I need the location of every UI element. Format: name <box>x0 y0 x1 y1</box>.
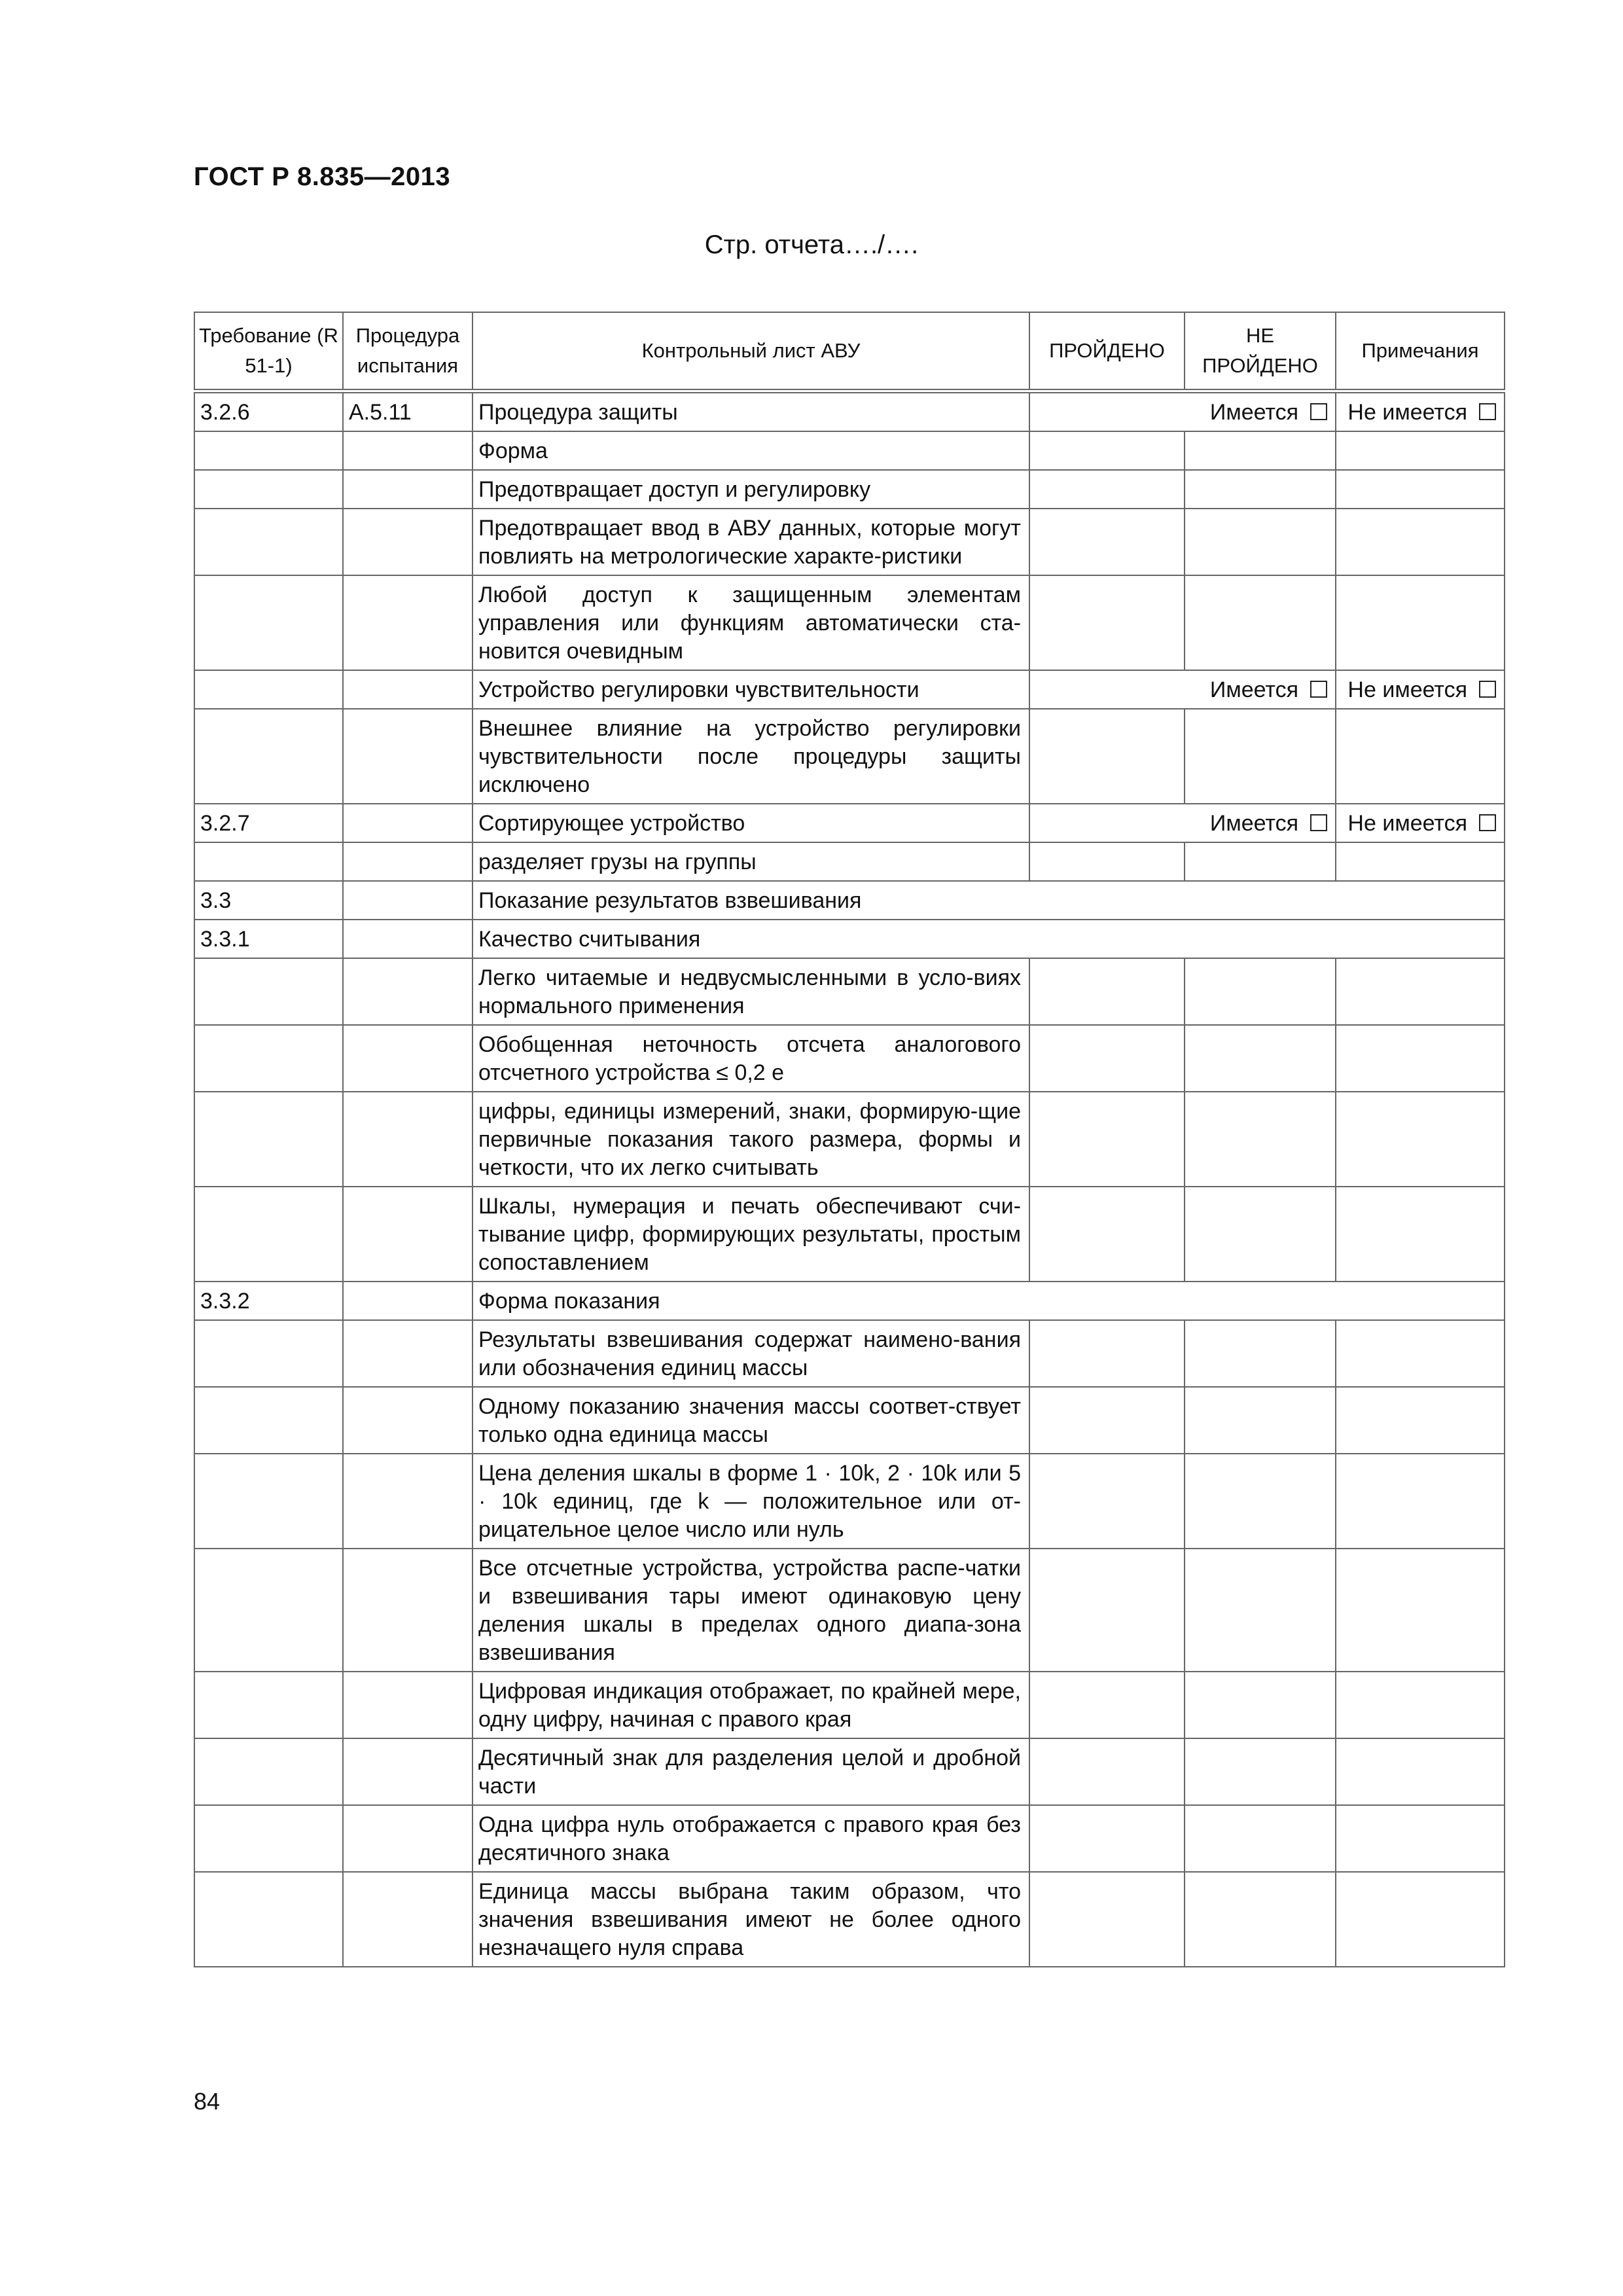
notes-cell[interactable] <box>1336 1025 1505 1092</box>
absent-label: Не имеется <box>1347 677 1467 702</box>
absent-label: Не имеется <box>1347 811 1467 836</box>
present-checkbox[interactable] <box>1310 403 1327 420</box>
requirement-cell: 3.3 <box>194 881 343 920</box>
checklist-item: Цена деления шкалы в форме 1 · 10k, 2 · 10k или 5 · 10k единиц, где k — положительное или от-рицательное целое число или нуль <box>473 1454 1029 1549</box>
col-requirement: Требование (R 51-1) <box>194 312 343 391</box>
notes-cell[interactable] <box>1336 1092 1505 1187</box>
table-row <box>194 1805 1505 1872</box>
passed-cell[interactable] <box>1029 709 1185 804</box>
notes-cell[interactable] <box>1336 431 1505 470</box>
col-failed: НЕ ПРОЙДЕНО <box>1185 312 1336 391</box>
table-row <box>194 470 1505 509</box>
procedure-cell: А.5.11 <box>343 391 473 432</box>
table-row <box>194 1387 1505 1454</box>
checklist-item: Легко читаемые и недвусмысленными в усло-виях нормального применения <box>473 958 1029 1025</box>
table-row <box>194 1025 1505 1092</box>
table-row <box>194 509 1505 575</box>
notes-cell[interactable] <box>1336 575 1505 670</box>
failed-cell[interactable] <box>1185 509 1336 575</box>
table-row <box>194 1872 1505 1967</box>
failed-cell[interactable] <box>1185 1738 1336 1805</box>
checklist-item: Сортирующее устройство <box>473 804 1029 842</box>
failed-cell[interactable] <box>1185 431 1336 470</box>
failed-cell[interactable] <box>1185 1025 1336 1092</box>
failed-cell[interactable] <box>1185 1187 1336 1282</box>
notes-cell[interactable] <box>1336 1187 1505 1282</box>
notes-cell[interactable] <box>1336 1872 1505 1967</box>
checklist-item: Предотвращает ввод в АВУ данных, которые могут повлиять на метрологические характе-ристики <box>473 509 1029 575</box>
col-notes: Примечания <box>1336 312 1505 391</box>
passed-cell[interactable] <box>1029 1025 1185 1092</box>
section-heading: Показание результатов взвешивания <box>473 881 1505 920</box>
passed-cell[interactable] <box>1029 1805 1185 1872</box>
checklist-item: Шкалы, нумерация и печать обеспечивают счи-тывание цифр, формирующих результаты, простым сопоставлением <box>473 1187 1029 1282</box>
notes-cell[interactable] <box>1336 1549 1505 1672</box>
table-row <box>194 920 1505 958</box>
table-row <box>194 1092 1505 1187</box>
present-option[interactable] <box>1029 670 1336 709</box>
failed-cell[interactable] <box>1185 1805 1336 1872</box>
table-header-row <box>194 312 1505 391</box>
passed-cell[interactable] <box>1029 1387 1185 1454</box>
table-row <box>194 1549 1505 1672</box>
notes-cell[interactable] <box>1336 1805 1505 1872</box>
notes-cell[interactable] <box>1336 1387 1505 1454</box>
checklist-item: Цифровая индикация отображает, по крайней мере, одну цифру, начиная с правого края <box>473 1672 1029 1738</box>
failed-cell[interactable] <box>1185 1549 1336 1672</box>
present-option[interactable] <box>1029 391 1336 432</box>
passed-cell[interactable] <box>1029 1672 1185 1738</box>
table-row <box>194 1320 1505 1387</box>
passed-cell[interactable] <box>1029 470 1185 509</box>
section-heading: Качество считывания <box>473 920 1505 958</box>
page-number: 84 <box>194 2088 221 2115</box>
present-label: Имеется <box>1209 400 1298 425</box>
checklist-item: Единица массы выбрана таким образом, что значения взвешивания имеют не более одного незначащего нуля справа <box>473 1872 1029 1967</box>
notes-cell[interactable] <box>1336 509 1505 575</box>
checklist-item: Обобщенная неточность отсчета аналогового отсчетного устройства ≤ 0,2 e <box>473 1025 1029 1092</box>
notes-cell[interactable] <box>1336 1672 1505 1738</box>
checklist-item: Все отсчетные устройства, устройства распе-чатки и взвешивания тары имеют одинаковую цену деления шкалы в пределах одного диапа-зона взвешивания <box>473 1549 1029 1672</box>
checklist-item: разделяет грузы на группы <box>473 842 1029 881</box>
checklist-item: Любой доступ к защищенным элементам управления или функциям автоматически ста-новится очевидным <box>473 575 1029 670</box>
table-row <box>194 842 1505 881</box>
failed-cell[interactable] <box>1185 842 1336 881</box>
checklist-item: цифры, единицы измерений, знаки, формирую-щие первичные показания такого размера, формы и четкости, что их легко считывать <box>473 1092 1029 1187</box>
table-row <box>194 958 1505 1025</box>
passed-cell[interactable] <box>1029 1549 1185 1672</box>
present-label: Имеется <box>1209 677 1298 702</box>
failed-cell[interactable] <box>1185 1672 1336 1738</box>
passed-cell[interactable] <box>1029 1187 1185 1282</box>
report-page-counter: Стр. отчета…./…. <box>704 230 919 259</box>
table-row <box>194 1454 1505 1549</box>
failed-cell[interactable] <box>1185 470 1336 509</box>
requirement-cell: 3.2.6 <box>194 391 343 432</box>
failed-cell[interactable] <box>1185 1092 1336 1187</box>
absent-checkbox[interactable] <box>1479 403 1496 420</box>
absent-checkbox[interactable] <box>1479 814 1496 831</box>
section-heading: Форма показания <box>473 1282 1505 1320</box>
passed-cell[interactable] <box>1029 1738 1185 1805</box>
document-code: ГОСТ Р 8.835—2013 <box>194 162 451 191</box>
table-row <box>194 709 1505 804</box>
checklist-item: Предотвращает доступ и регулировку <box>473 470 1029 509</box>
table-row <box>194 431 1505 470</box>
absent-label: Не имеется <box>1347 400 1467 425</box>
passed-cell[interactable] <box>1029 958 1185 1025</box>
notes-cell[interactable] <box>1336 1320 1505 1387</box>
table-row <box>194 670 1505 709</box>
requirement-cell: 3.3.1 <box>194 920 343 958</box>
notes-cell[interactable] <box>1336 842 1505 881</box>
failed-cell[interactable] <box>1185 1320 1336 1387</box>
table-row <box>194 1187 1505 1282</box>
requirement-cell: 3.2.7 <box>194 804 343 842</box>
absent-option[interactable] <box>1336 670 1505 709</box>
passed-cell[interactable] <box>1029 1454 1185 1549</box>
col-passed: ПРОЙДЕНО <box>1029 312 1185 391</box>
present-option[interactable] <box>1029 804 1336 842</box>
failed-cell[interactable] <box>1185 575 1336 670</box>
checklist-item: Процедура защиты <box>473 391 1029 432</box>
absent-option[interactable] <box>1336 391 1505 432</box>
table-row <box>194 575 1505 670</box>
failed-cell[interactable] <box>1185 1872 1336 1967</box>
notes-cell[interactable] <box>1336 958 1505 1025</box>
col-procedure: Процедура испытания <box>343 312 473 391</box>
checklist-item: Форма <box>473 431 1029 470</box>
present-checkbox[interactable] <box>1310 814 1327 831</box>
requirement-cell: 3.3.2 <box>194 1282 343 1320</box>
passed-cell[interactable] <box>1029 575 1185 670</box>
checklist-item: Одному показанию значения массы соответ-ствует только одна единица массы <box>473 1387 1029 1454</box>
table-row <box>194 881 1505 920</box>
table-row <box>194 391 1505 432</box>
table-row <box>194 804 1505 842</box>
checklist-item: Результаты взвешивания содержат наимено-вания или обозначения единиц массы <box>473 1320 1029 1387</box>
failed-cell[interactable] <box>1185 709 1336 804</box>
col-checklist: Контрольный лист АВУ <box>473 312 1029 391</box>
notes-cell[interactable] <box>1336 1454 1505 1549</box>
failed-cell[interactable] <box>1185 1387 1336 1454</box>
passed-cell[interactable] <box>1029 1092 1185 1187</box>
passed-cell[interactable] <box>1029 431 1185 470</box>
checklist-item: Внешнее влияние на устройство регулировки чувствительности после процедуры защиты исключено <box>473 709 1029 804</box>
table-row <box>194 1282 1505 1320</box>
passed-cell[interactable] <box>1029 509 1185 575</box>
failed-cell[interactable] <box>1185 958 1336 1025</box>
checklist-table <box>194 312 1505 1967</box>
notes-cell[interactable] <box>1336 470 1505 509</box>
notes-cell[interactable] <box>1336 709 1505 804</box>
absent-checkbox[interactable] <box>1479 681 1496 698</box>
absent-option[interactable] <box>1336 804 1505 842</box>
checklist-item: Одна цифра нуль отображается с правого края без десятичного знака <box>473 1805 1029 1872</box>
passed-cell[interactable] <box>1029 842 1185 881</box>
notes-cell[interactable] <box>1336 1738 1505 1805</box>
present-label: Имеется <box>1209 811 1298 836</box>
checklist-item: Устройство регулировки чувствительности <box>473 670 1029 709</box>
table-row <box>194 1672 1505 1738</box>
table-row <box>194 1738 1505 1805</box>
failed-cell[interactable] <box>1185 1454 1336 1549</box>
passed-cell[interactable] <box>1029 1320 1185 1387</box>
passed-cell[interactable] <box>1029 1872 1185 1967</box>
checklist-item: Десятичный знак для разделения целой и дробной части <box>473 1738 1029 1805</box>
present-checkbox[interactable] <box>1310 681 1327 698</box>
